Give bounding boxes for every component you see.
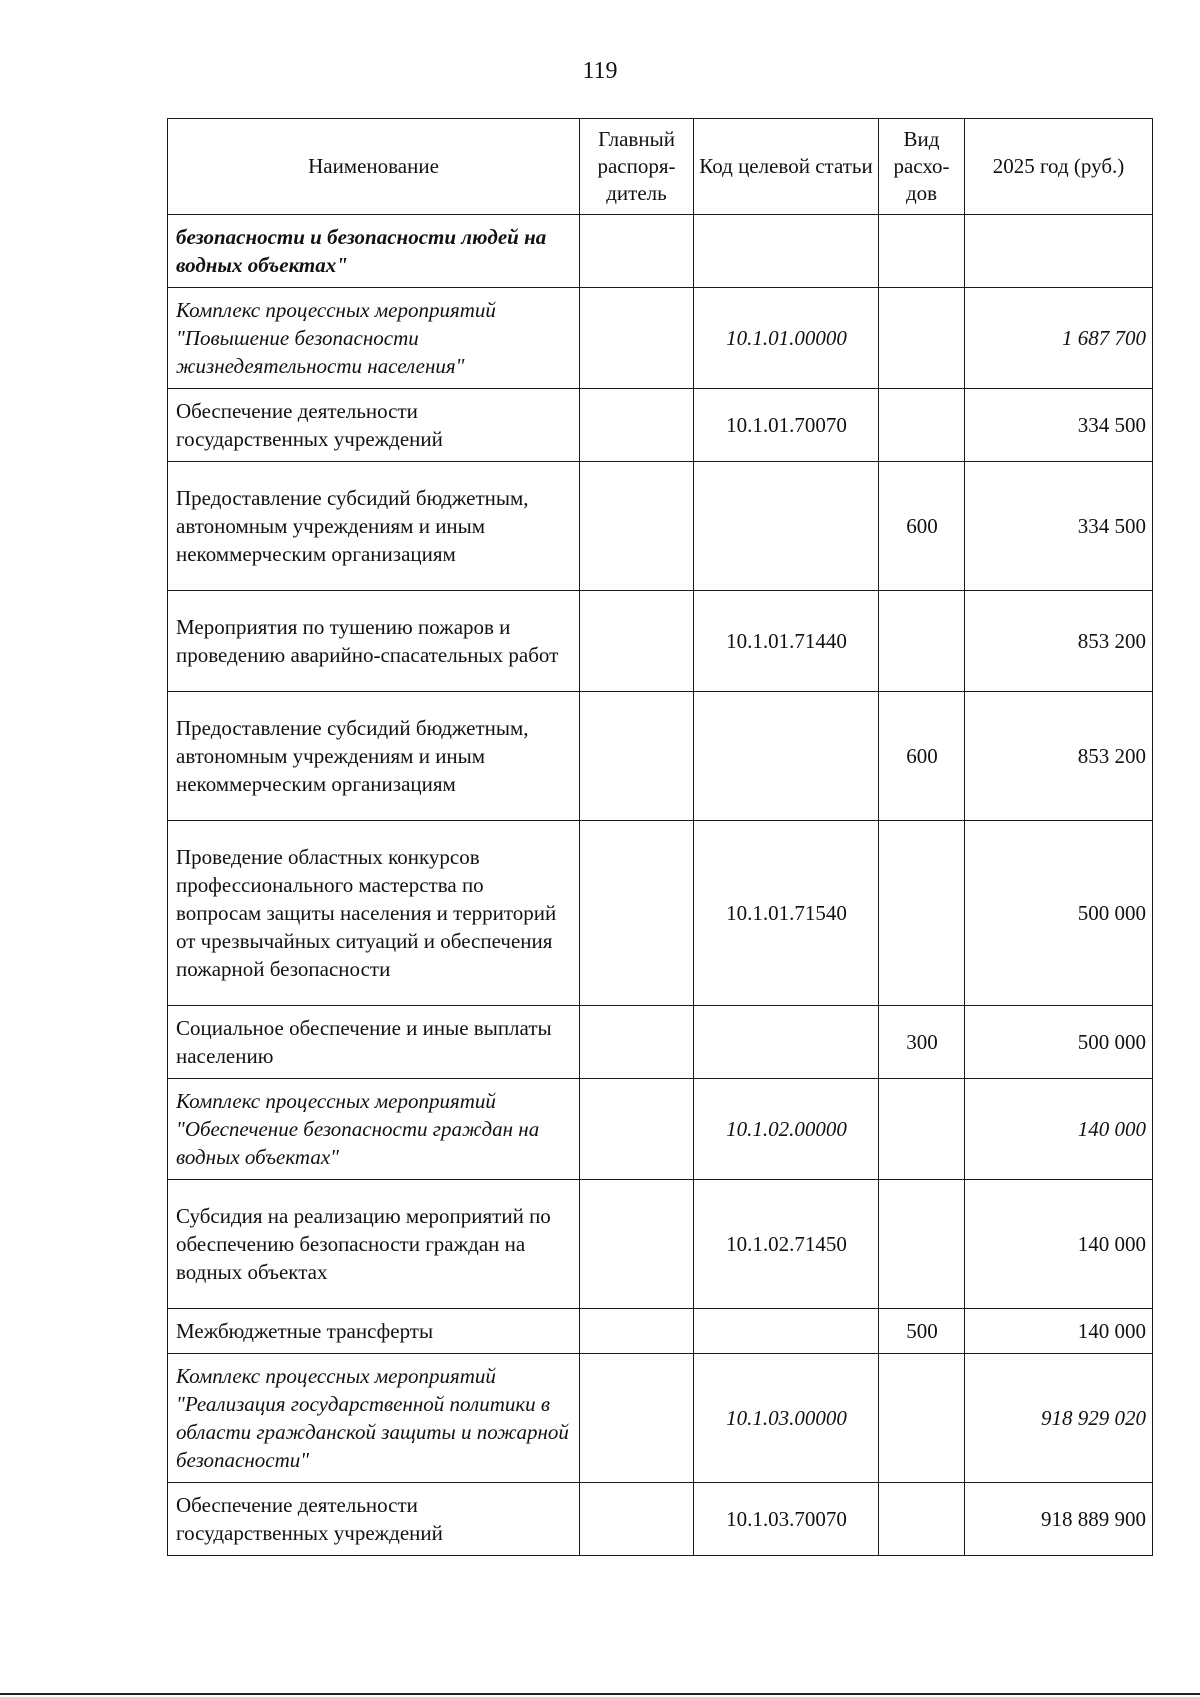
table-row [168,1483,1153,1556]
row-manager [580,821,694,1006]
row-expense-type: 600 [879,462,965,591]
table-row [168,1079,1153,1180]
table-row [168,288,1153,389]
row-manager [580,1079,694,1180]
row-amount: 334 500 [965,389,1153,462]
row-code: 10.1.01.71540 [694,821,879,1006]
header-year-amount: 2025 год (руб.) [965,119,1153,215]
row-code: 10.1.02.00000 [694,1079,879,1180]
header-code: Код целевой статьи [694,119,879,215]
row-code [694,1006,879,1079]
row-expense-type [879,389,965,462]
budget-table [167,118,1153,1556]
row-name: Предоставление субсидий бюджетным, автономным учреждениям и иным некоммерческим организациям [168,692,580,821]
row-name: Комплекс процессных мероприятий "Реализация государственной политики в области гражданской защиты и пожарной безопасности" [168,1354,580,1483]
row-expense-type [879,1354,965,1483]
row-manager [580,215,694,288]
row-amount [965,215,1153,288]
row-manager [580,462,694,591]
row-amount: 853 200 [965,692,1153,821]
page-number: 119 [582,58,618,84]
row-name: Комплекс процессных мероприятий "Повышение безопасности жизнедеятельности населения" [168,288,580,389]
row-amount: 500 000 [965,821,1153,1006]
row-expense-type: 500 [879,1309,965,1354]
row-code: 10.1.03.70070 [694,1483,879,1556]
row-manager [580,591,694,692]
row-amount: 918 889 900 [965,1483,1153,1556]
row-code: 10.1.01.71440 [694,591,879,692]
table-row [168,1006,1153,1079]
row-name: Субсидия на реализацию мероприятий по обеспечению безопасности граждан на водных объектах [168,1180,580,1309]
row-code: 10.1.03.00000 [694,1354,879,1483]
row-name: Обеспечение деятельности государственных учреждений [168,389,580,462]
row-manager [580,288,694,389]
header-manager: Главный распоря-дитель [580,119,694,215]
row-expense-type: 300 [879,1006,965,1079]
row-code [694,1309,879,1354]
table-row [168,692,1153,821]
table-row [168,215,1153,288]
row-amount: 1 687 700 [965,288,1153,389]
row-expense-type [879,1079,965,1180]
row-code [694,215,879,288]
row-amount: 334 500 [965,462,1153,591]
row-expense-type [879,591,965,692]
row-name: Социальное обеспечение и иные выплаты населению [168,1006,580,1079]
row-amount: 140 000 [965,1079,1153,1180]
row-code [694,462,879,591]
row-name: Проведение областных конкурсов профессионального мастерства по вопросам защиты населения и территорий от чрезвычайных ситуаций и обеспечения пожарной безопасности [168,821,580,1006]
row-code [694,692,879,821]
row-code: 10.1.01.00000 [694,288,879,389]
page-bottom-rule [0,1693,1200,1695]
row-amount: 140 000 [965,1309,1153,1354]
row-expense-type [879,215,965,288]
row-manager [580,1180,694,1309]
row-name: Предоставление субсидий бюджетным, автономным учреждениям и иным некоммерческим организациям [168,462,580,591]
table-row [168,821,1153,1006]
row-manager [580,1309,694,1354]
row-expense-type [879,1180,965,1309]
row-amount: 500 000 [965,1006,1153,1079]
row-name: безопасности и безопасности людей на водных объектах" [168,215,580,288]
row-name: Межбюджетные трансферты [168,1309,580,1354]
table-row [168,591,1153,692]
row-amount: 140 000 [965,1180,1153,1309]
row-manager [580,1006,694,1079]
header-expense-type: Вид расхо-дов [879,119,965,215]
row-amount: 918 929 020 [965,1354,1153,1483]
row-manager [580,1354,694,1483]
row-name: Мероприятия по тушению пожаров и проведению аварийно-спасательных работ [168,591,580,692]
row-code: 10.1.02.71450 [694,1180,879,1309]
row-code: 10.1.01.70070 [694,389,879,462]
table-row [168,462,1153,591]
row-expense-type [879,821,965,1006]
row-name: Обеспечение деятельности государственных учреждений [168,1483,580,1556]
row-expense-type [879,1483,965,1556]
row-name: Комплекс процессных мероприятий "Обеспечение безопасности граждан на водных объектах" [168,1079,580,1180]
table-row [168,1180,1153,1309]
row-manager [580,692,694,821]
row-manager [580,389,694,462]
table-row [168,389,1153,462]
table-header-row [168,119,1153,215]
table-row [168,1354,1153,1483]
row-manager [580,1483,694,1556]
row-expense-type: 600 [879,692,965,821]
row-expense-type [879,288,965,389]
table-row [168,1309,1153,1354]
row-amount: 853 200 [965,591,1153,692]
header-name: Наименование [168,119,580,215]
